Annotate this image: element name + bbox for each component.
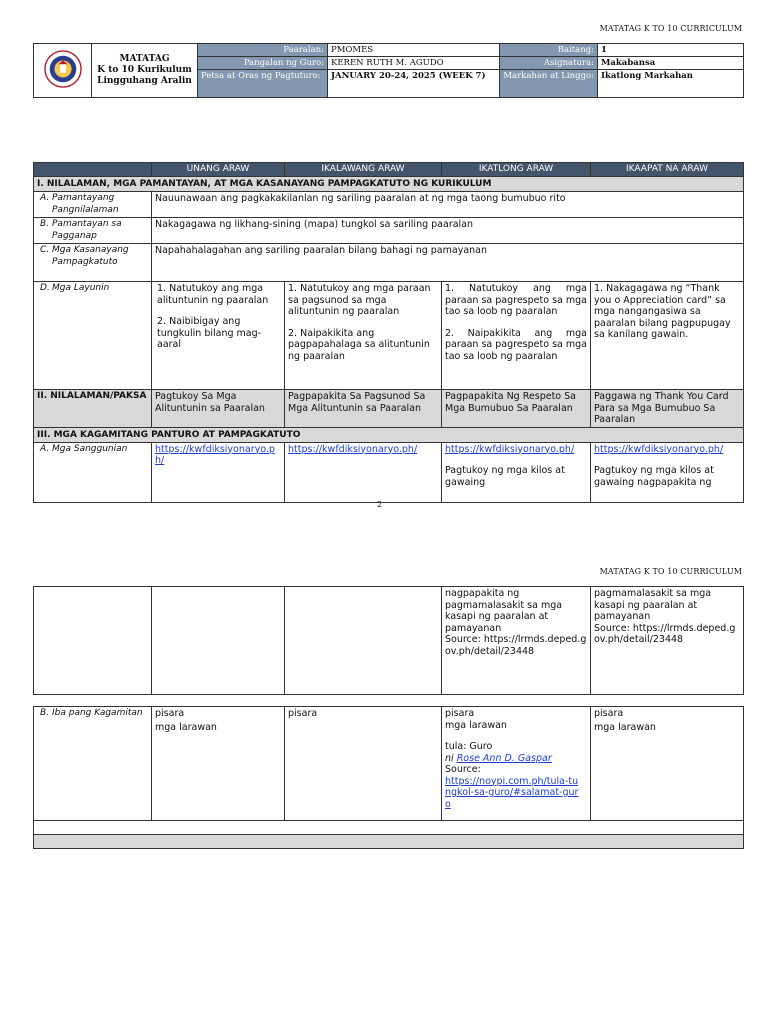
title-line-1: MATATAG: [119, 54, 170, 64]
cont-note-day3: nagpapakita ng pagmamalasakit sa mga kasapi ng paaralan at pamayanan: [445, 588, 563, 634]
row-sanggunian-label: A. Mga Sanggunian: [34, 442, 152, 502]
kagamitan-day4: pisara mga larawan: [591, 707, 744, 821]
title-line-2: K to 10 Kurikulum: [97, 65, 192, 75]
guro-label: Pangalan ng Guro:: [198, 57, 328, 70]
cont-source-day3: Source: https://lrmds.deped.gov.ph/detail/23448: [445, 634, 587, 657]
col-head-day4: IKAAPAT NA ARAW: [591, 163, 744, 177]
sanggunian-link-day2[interactable]: https://kwfdiksiyonaryo.ph/: [288, 443, 418, 455]
page-number: 2: [377, 500, 383, 509]
deped-logo-cell: [34, 44, 92, 98]
paksa-day2: Pagpapakita Sa Pagsunod Sa Mga Alituntunin sa Paaralan: [285, 390, 442, 428]
empty-row: [34, 821, 744, 835]
row-d-label: D. Mga Layunin: [34, 282, 152, 390]
curriculum-tag: MATATAG K TO 10 CURRICULUM: [599, 24, 742, 33]
paaralan-value: PMOMES: [328, 44, 500, 57]
iba-pang-kagamitan-table: [33, 706, 744, 849]
paksa-day4: Paggawa ng Thank You Card Para sa Mga Bumubuo Sa Paaralan: [591, 390, 744, 428]
cont-empty-day1: [152, 587, 285, 695]
cont-source-day4: Source: https://lrmds.deped.gov.ph/detail/23448: [594, 622, 736, 645]
sanggunian-note-day3: Pagtukoy ng mga kilos at gawaing: [445, 465, 565, 488]
baitang-label: Baitang:: [500, 44, 598, 57]
col-head-day2: IKALAWANG ARAW: [285, 163, 442, 177]
sanggunian-note-day4: Pagtukoy ng mga kilos at gawaing nagpapakita ng: [594, 465, 714, 488]
sanggunian-day3: [442, 442, 591, 502]
row-c-label: C. Mga Kasanayang Pampagkatuto: [34, 244, 152, 282]
col-head-day1: UNANG ARAW: [152, 163, 285, 177]
kagamitan-day1: pisara mga larawan: [152, 707, 285, 821]
cont-empty-label: [34, 587, 152, 695]
guro-value: KEREN RUTH M. AGUDO: [328, 57, 500, 70]
cont-sanggunian-day3: [442, 587, 591, 695]
noypi-link[interactable]: https://noypi.com.ph/tula-tungkol-sa-guro/#salamat-guro: [445, 775, 579, 810]
asignatura-label: Asignatura:: [500, 57, 598, 70]
empty-gray-row: [34, 835, 744, 849]
title-line-3: Lingguhang Aralin: [97, 76, 192, 86]
kagamitan-day2: pisara: [285, 707, 442, 821]
sanggunian-day2: [285, 442, 442, 502]
corner-cell: [34, 163, 152, 177]
section3-title: III. MGA KAGAMITANG PANTURO AT PAMPAGKATUTO: [34, 427, 744, 442]
cont-empty-day2: [285, 587, 442, 695]
lesson-table-continued: [33, 586, 744, 695]
poem-author-link[interactable]: Rose Ann D. Gaspar: [456, 752, 552, 764]
cont-note-day4: pagmamalasakit sa mga kasapi ng paaralan at pamayanan: [594, 588, 712, 622]
petsa-value: JANUARY 20-24, 2025 (WEEK 7): [328, 70, 500, 98]
markahan-value: Ikatlong Markahan: [598, 70, 744, 98]
layunin-day2: 1. Natutukoy ang mga paraan sa pagsunod sa mga alituntunin ng paaralan 2. Naipakikita ang pagpapahalaga sa alituntunin ng paaralan: [285, 282, 442, 390]
kagamitan-day3: pisara mga larawan tula: Guro ni Rose Ann D. Gaspar Source: https://noypi.com.ph/tula-tungkol-sa-guro/#salamat-guro: [442, 707, 591, 821]
markahan-label: Markahan at Linggo:: [500, 70, 598, 98]
layunin-day3: 1. Natutukoy ang mga paraan sa pagrespeto sa mga tao sa loob ng paaralan 2. Naipakikita ang mga paraan sa pagrespeto sa mga tao sa loob ng paaralan: [442, 282, 591, 390]
deped-seal-icon: [44, 50, 82, 88]
header-table: [33, 43, 744, 98]
section1-title: I. NILALAMAN, MGA PAMANTAYAN, AT MGA KASANAYANG PAMPAGKATUTO NG KURIKULUM: [34, 177, 744, 192]
pamantayan-sa-pagganap-text: Nakagagawa ng likhang-sining (mapa) tungkol sa sariling paaralan: [152, 218, 744, 244]
lesson-table: [33, 162, 744, 503]
row-iba-pang-kagamitan-label: B. Iba pang Kagamitan: [34, 707, 152, 821]
pamantayang-pangnilalaman-text: Nauunawaan ang pagkakakilanlan ng sariling paaralan at ng mga taong bumubuo rito: [152, 192, 744, 218]
layunin-day1: 1. Natutukoy ang mga alituntunin ng paaralan 2. Naibibigay ang tungkulin bilang mag-aaral: [152, 282, 285, 390]
paksa-day1: Pagtukoy Sa Mga Alituntunin sa Paaralan: [152, 390, 285, 428]
layunin-day4: 1. Nakagagawa ng “Thank you o Appreciation card” sa mga nangangasiwa sa paaralan bilang pagpupugay sa kanilang gawain.: [591, 282, 744, 390]
sanggunian-link-day4[interactable]: https://kwfdiksiyonaryo.ph/: [594, 443, 724, 455]
lesson-title-cell: [92, 44, 198, 98]
sanggunian-link-day1[interactable]: https://kwfdiksiyonaryo.ph/: [155, 443, 275, 466]
paaralan-label: Paaralan:: [198, 44, 328, 57]
row-b-label: B. Pamantayan sa Pagganap: [34, 218, 152, 244]
section2-title: II. NILALAMAN/PAKSA: [34, 390, 152, 428]
cont-sanggunian-day4: [591, 587, 744, 695]
kasanayang-pampagkatuto-text: Napahahalagahan ang sariling paaralan bilang bahagi ng pamayanan: [152, 244, 744, 282]
sanggunian-day4: [591, 442, 744, 502]
sanggunian-day1: [152, 442, 285, 502]
row-a-label: A. Pamantayang Pangnilalaman: [34, 192, 152, 218]
baitang-value: 1: [598, 44, 744, 57]
paksa-day3: Pagpapakita Ng Respeto Sa Mga Bumubuo Sa Paaralan: [442, 390, 591, 428]
curriculum-tag-page2: MATATAG K TO 10 CURRICULUM: [599, 567, 742, 576]
col-head-day3: IKATLONG ARAW: [442, 163, 591, 177]
sanggunian-link-day3[interactable]: https://kwfdiksiyonaryo.ph/: [445, 443, 575, 455]
petsa-label: Petsa at Oras ng Pagtuturo:: [198, 70, 328, 98]
asignatura-value: Makabansa: [598, 57, 744, 70]
